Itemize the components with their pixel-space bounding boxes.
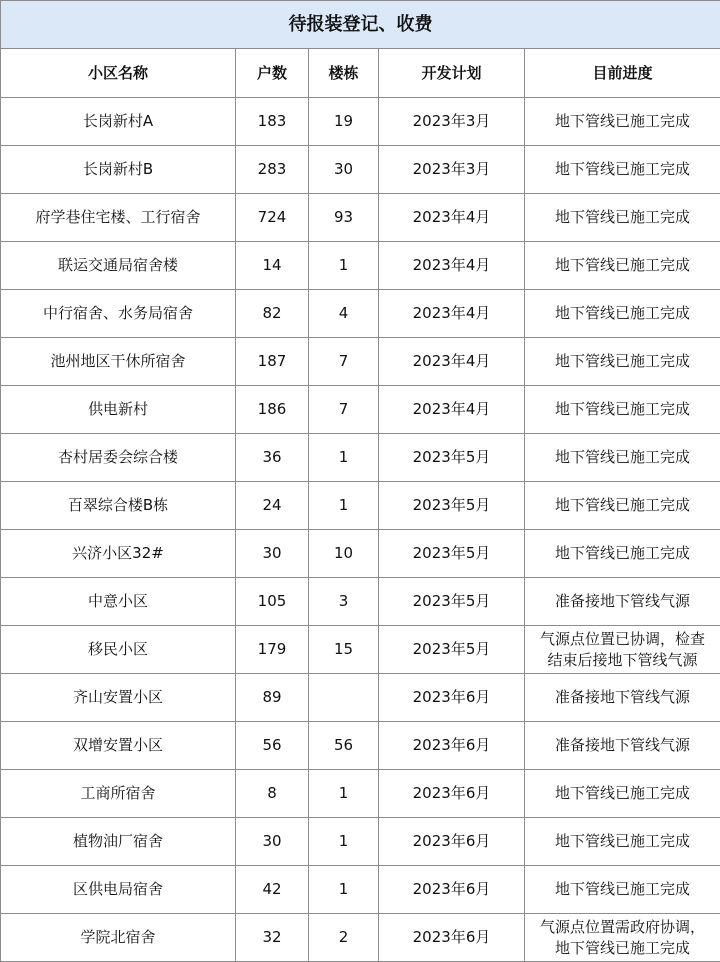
cell-name: 中意小区 [1,578,236,626]
table-row [1,338,720,386]
cell-plan: 2023年4月 [379,338,525,386]
cell-progress [525,338,720,386]
cell-name: 府学巷住宅楼、工行宿舍 [1,194,236,242]
cell-buildings: 19 [309,98,379,146]
cell-buildings: 1 [309,242,379,290]
cell-name: 兴济小区32# [1,530,236,578]
cell-name: 联运交通局宿舍楼 [1,242,236,290]
title-row [1,1,720,49]
cell-name: 齐山安置小区 [1,674,236,722]
cell-progress [525,674,720,722]
cell-plan: 2023年5月 [379,626,525,674]
cell-plan: 2023年6月 [379,866,525,914]
column-header-households: 户数 [236,49,309,98]
cell-buildings: 93 [309,194,379,242]
progress-line: 地下管线已施工完成 [527,447,718,468]
cell-plan: 2023年3月 [379,98,525,146]
progress-line: 地下管线已施工完成 [527,111,718,132]
cell-progress [525,914,720,962]
cell-buildings: 7 [309,386,379,434]
cell-households: 82 [236,290,309,338]
cell-progress [525,146,720,194]
table-row [1,482,720,530]
progress-line: 地下管线已施工完成 [527,543,718,564]
cell-progress [525,626,720,674]
cell-progress [525,194,720,242]
cell-name: 工商所宿舍 [1,770,236,818]
progress-line: 气源点位置已协调，检查 [527,629,718,650]
cell-buildings: 10 [309,530,379,578]
cell-households: 14 [236,242,309,290]
cell-progress [525,722,720,770]
cell-households: 42 [236,866,309,914]
table-row [1,914,720,962]
cell-households: 186 [236,386,309,434]
progress-line: 地下管线已施工完成 [527,399,718,420]
progress-line: 地下管线已施工完成 [527,831,718,852]
cell-buildings: 15 [309,626,379,674]
cell-progress [525,578,720,626]
cell-buildings: 2 [309,914,379,962]
table-row [1,866,720,914]
cell-plan: 2023年6月 [379,914,525,962]
cell-plan: 2023年4月 [379,386,525,434]
cell-buildings: 3 [309,578,379,626]
table-row [1,578,720,626]
table-row [1,434,720,482]
cell-buildings: 1 [309,482,379,530]
progress-line: 地下管线已施工完成 [527,255,718,276]
table-row [1,290,720,338]
progress-line: 结束后接地下管线气源 [527,650,718,671]
cell-households: 183 [236,98,309,146]
cell-households: 187 [236,338,309,386]
cell-plan: 2023年5月 [379,482,525,530]
cell-name: 杏村居委会综合楼 [1,434,236,482]
progress-line: 地下管线已施工完成 [527,303,718,324]
table-row [1,674,720,722]
table-row [1,146,720,194]
progress-line: 准备接地下管线气源 [527,591,718,612]
table-title: 待报装登记、收费 [1,1,720,49]
cell-progress [525,434,720,482]
cell-plan: 2023年3月 [379,146,525,194]
cell-plan: 2023年6月 [379,674,525,722]
table-body [1,98,720,962]
progress-line: 准备接地下管线气源 [527,687,718,708]
cell-progress [525,386,720,434]
cell-name: 区供电局宿舍 [1,866,236,914]
cell-name: 移民小区 [1,626,236,674]
cell-name: 供电新村 [1,386,236,434]
table-row [1,818,720,866]
cell-progress [525,818,720,866]
cell-plan: 2023年5月 [379,434,525,482]
cell-buildings [309,674,379,722]
table-row [1,626,720,674]
cell-plan: 2023年5月 [379,530,525,578]
cell-progress [525,242,720,290]
progress-line: 地下管线已施工完成 [527,159,718,180]
table-row [1,242,720,290]
cell-plan: 2023年6月 [379,818,525,866]
cell-buildings: 56 [309,722,379,770]
column-header-progress: 目前进度 [525,49,720,98]
table-row [1,386,720,434]
table-row [1,770,720,818]
table-row [1,194,720,242]
progress-line: 地下管线已施工完成 [527,495,718,516]
cell-plan: 2023年4月 [379,242,525,290]
cell-buildings: 1 [309,770,379,818]
progress-line: 准备接地下管线气源 [527,735,718,756]
cell-name: 学院北宿舍 [1,914,236,962]
cell-name: 百翠综合楼B栋 [1,482,236,530]
cell-buildings: 7 [309,338,379,386]
cell-plan: 2023年6月 [379,770,525,818]
column-header-plan: 开发计划 [379,49,525,98]
cell-name: 双增安置小区 [1,722,236,770]
progress-line: 地下管线已施工完成 [527,351,718,372]
cell-progress [525,530,720,578]
cell-name: 植物油厂宿舍 [1,818,236,866]
cell-buildings: 1 [309,434,379,482]
cell-households: 30 [236,818,309,866]
cell-households: 36 [236,434,309,482]
cell-name: 长岗新村A [1,98,236,146]
progress-line: 地下管线已施工完成 [527,783,718,804]
cell-households: 179 [236,626,309,674]
progress-line: 地下管线已施工完成 [527,879,718,900]
cell-buildings: 4 [309,290,379,338]
cell-progress [525,770,720,818]
table-row [1,722,720,770]
cell-households: 24 [236,482,309,530]
cell-progress [525,482,720,530]
cell-households: 30 [236,530,309,578]
cell-households: 283 [236,146,309,194]
table-row [1,530,720,578]
cell-buildings: 1 [309,818,379,866]
column-header-name: 小区名称 [1,49,236,98]
cell-buildings: 30 [309,146,379,194]
cell-progress [525,98,720,146]
column-header-buildings: 楼栋 [309,49,379,98]
progress-line: 气源点位置需政府协调， [527,917,718,938]
cell-households: 8 [236,770,309,818]
cell-households: 89 [236,674,309,722]
progress-line: 地下管线已施工完成 [527,938,718,959]
cell-households: 56 [236,722,309,770]
cell-plan: 2023年4月 [379,290,525,338]
cell-plan: 2023年6月 [379,722,525,770]
cell-progress [525,866,720,914]
header-row [1,49,720,98]
progress-line: 地下管线已施工完成 [527,207,718,228]
cell-households: 105 [236,578,309,626]
cell-name: 长岗新村B [1,146,236,194]
cell-buildings: 1 [309,866,379,914]
cell-households: 724 [236,194,309,242]
cell-plan: 2023年4月 [379,194,525,242]
cell-name: 池州地区干休所宿舍 [1,338,236,386]
cell-plan: 2023年5月 [379,578,525,626]
cell-progress [525,290,720,338]
cell-name: 中行宿舍、水务局宿舍 [1,290,236,338]
cell-households: 32 [236,914,309,962]
table-row [1,98,720,146]
